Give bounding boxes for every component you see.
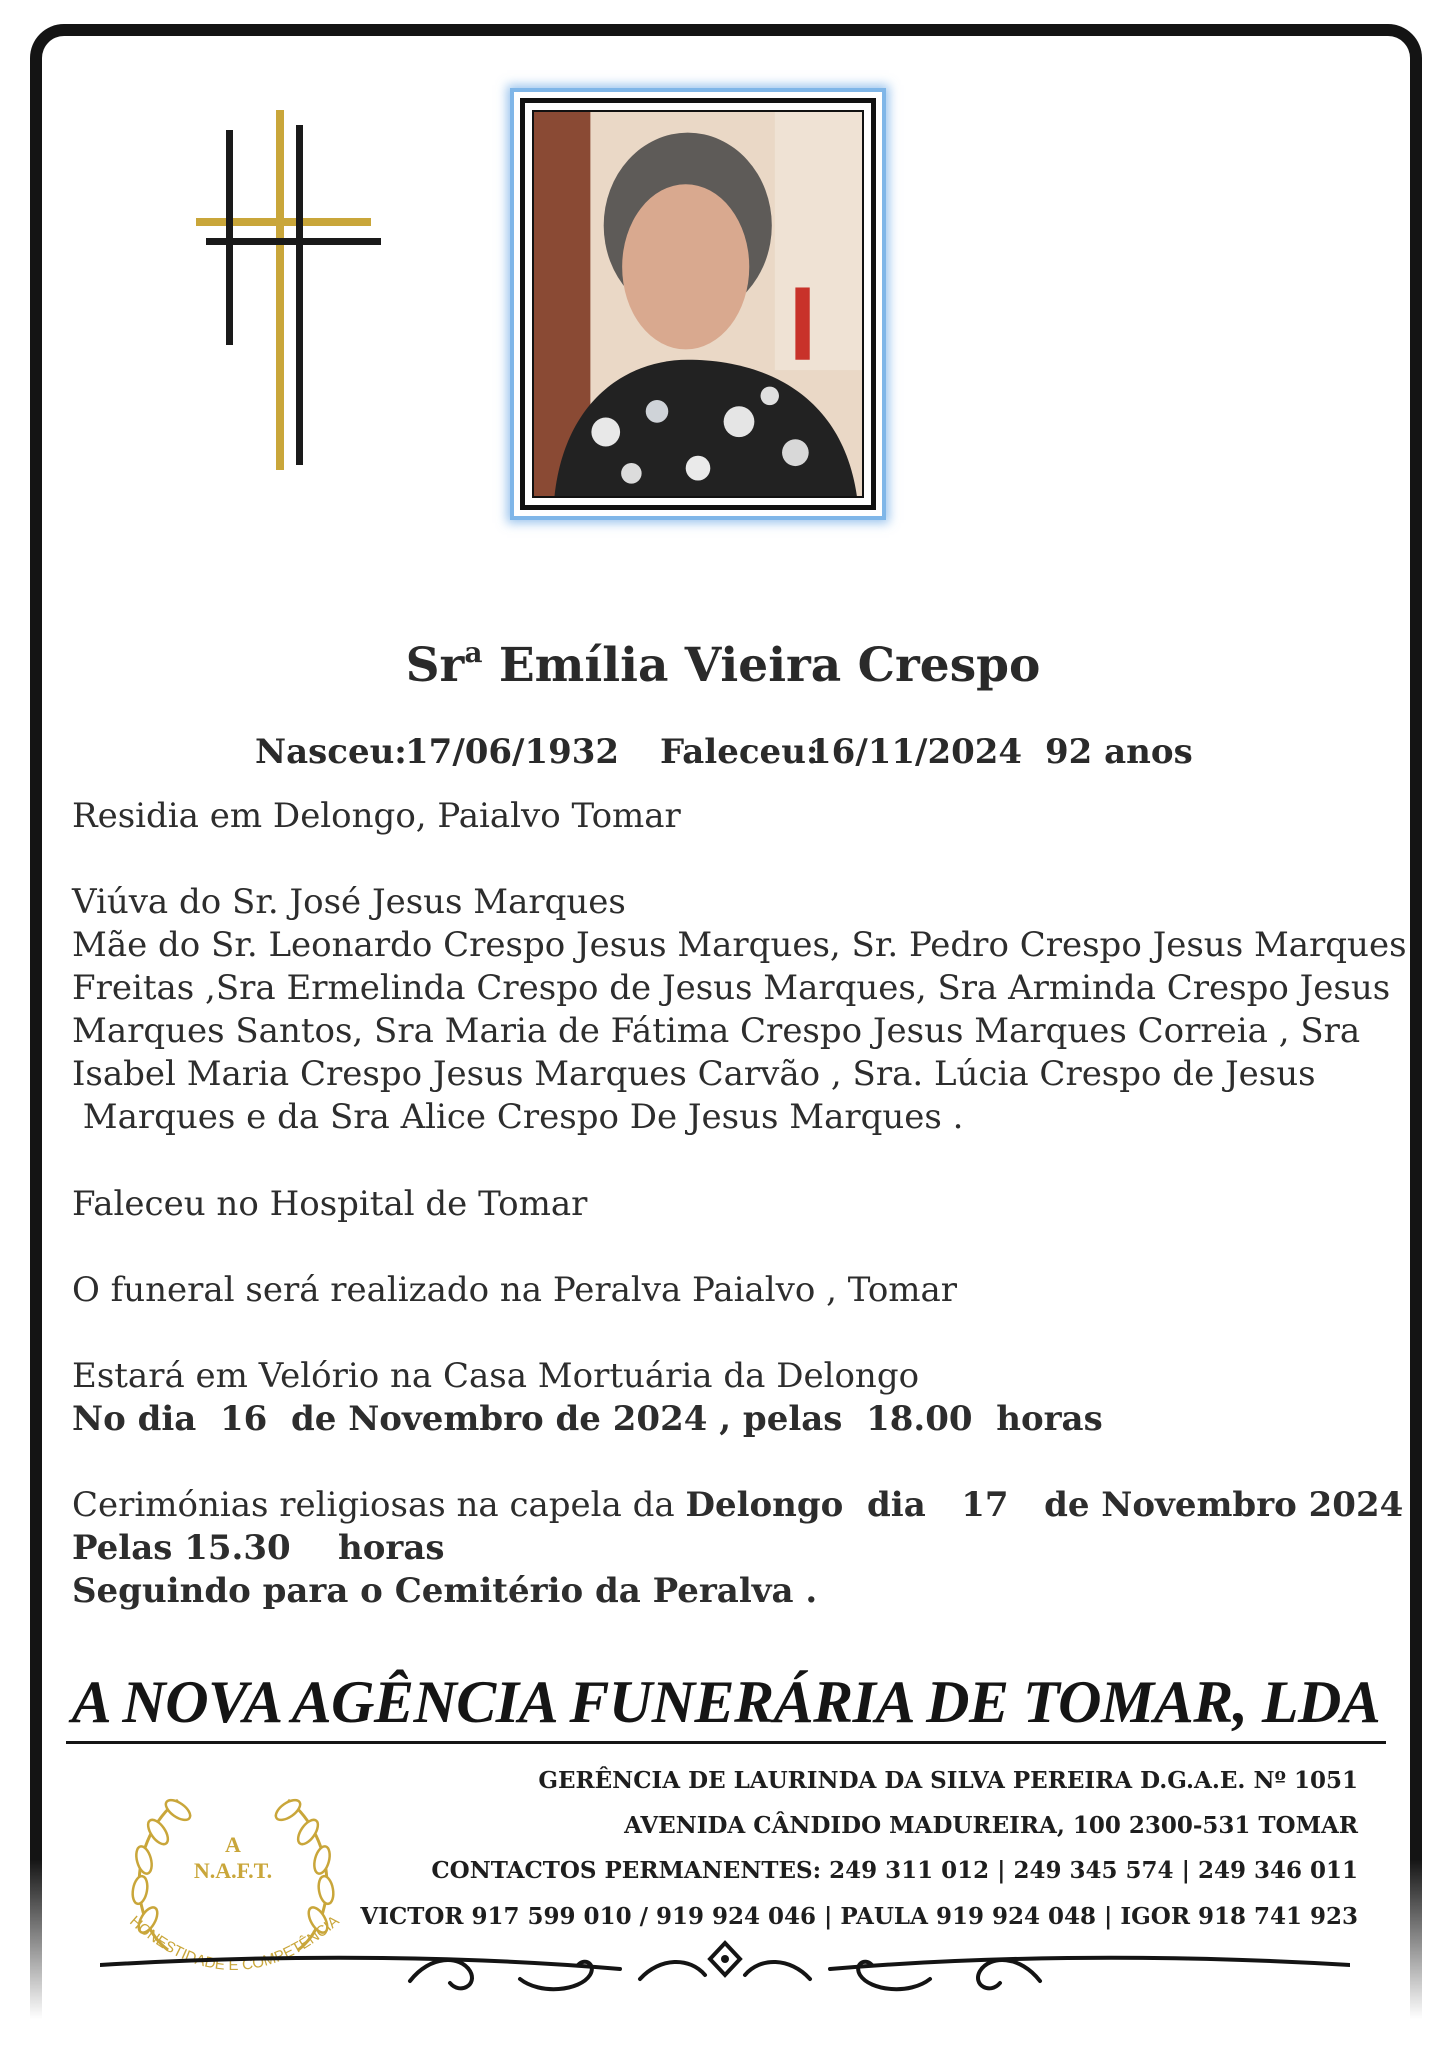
- portrait-frame: [510, 88, 886, 520]
- family-line: Isabel Maria Crespo Jesus Marques Carvão , Sra. Lúcia Crespo de Jesus: [72, 1054, 1316, 1094]
- family-line: Marques Santos, Sra Maria de Fátima Crespo Jesus Marques Correia , Sra: [72, 1011, 1361, 1051]
- age: 92 anos: [1045, 732, 1193, 772]
- born-label: Nasceu:: [255, 732, 407, 772]
- cross-icon: [196, 110, 386, 480]
- born-date: 17/06/1932: [405, 732, 620, 772]
- died-label: Faleceu:: [660, 732, 819, 772]
- agency-contacts: CONTACTOS PERMANENTES: 249 311 012 | 249 345 574 | 249 346 011: [431, 1857, 1358, 1884]
- seal-motto: HONESTIDADE E COMPETÊNCIA: [126, 1912, 343, 1975]
- agency-management: GERÊNCIA DE LAURINDA DA SILVA PEREIRA D.G.A.E. Nº 1051: [538, 1767, 1358, 1794]
- wake-info: Estará em Velório na Casa Mortuária da Delongo No dia 16 de Novembro de 2024 , pelas 18.00 horas: [72, 1356, 1103, 1439]
- agency-address: AVENIDA CÂNDIDO MADUREIRA, 100 2300-531 TOMAR: [624, 1812, 1358, 1839]
- family-line: Marques e da Sra Alice Crespo De Jesus Marques .: [72, 1097, 964, 1137]
- decorative-flourish: [100, 1935, 1350, 2015]
- funeral-location: O funeral será realizado na Peralva Paialvo , Tomar: [72, 1270, 958, 1310]
- family-line: Viúva do Sr. José Jesus Marques: [72, 882, 626, 922]
- family-line: Mãe do Sr. Leonardo Crespo Jesus Marques, Sr. Pedro Crespo Jesus Marques: [72, 925, 1407, 965]
- seal-initials: N.A.F.T.: [193, 1858, 273, 1883]
- portrait-photo: [532, 110, 864, 498]
- family-line: Freitas ,Sra Ermelinda Crespo de Jesus Marques, Sra Arminda Crespo Jesus: [72, 968, 1391, 1008]
- family-paragraph: [72, 881, 1407, 1139]
- agency-staff-phones: VICTOR 917 599 010 / 919 924 046 | PAULA 919 924 048 | IGOR 918 741 923: [360, 1903, 1358, 1930]
- seal-top-letter: A: [225, 1832, 241, 1857]
- agency-name: A NOVA AGÊNCIA FUNERÁRIA DE TOMAR, LDA: [66, 1668, 1386, 1744]
- deceased-name: Sr$^a$ Emília Vieira Crespo: [405, 636, 1041, 693]
- ceremony-info: Cerimónias religiosas na capela da Delongo dia 17 de Novembro 2024 Pelas 15.30 horas Seguindo para o Cemitério da Peralva .: [72, 1485, 1404, 1611]
- death-place: Faleceu no Hospital de Tomar: [72, 1184, 588, 1224]
- residence: Residia em Delongo, Paialvo Tomar: [72, 796, 681, 836]
- died-date: 16/11/2024: [808, 732, 1023, 772]
